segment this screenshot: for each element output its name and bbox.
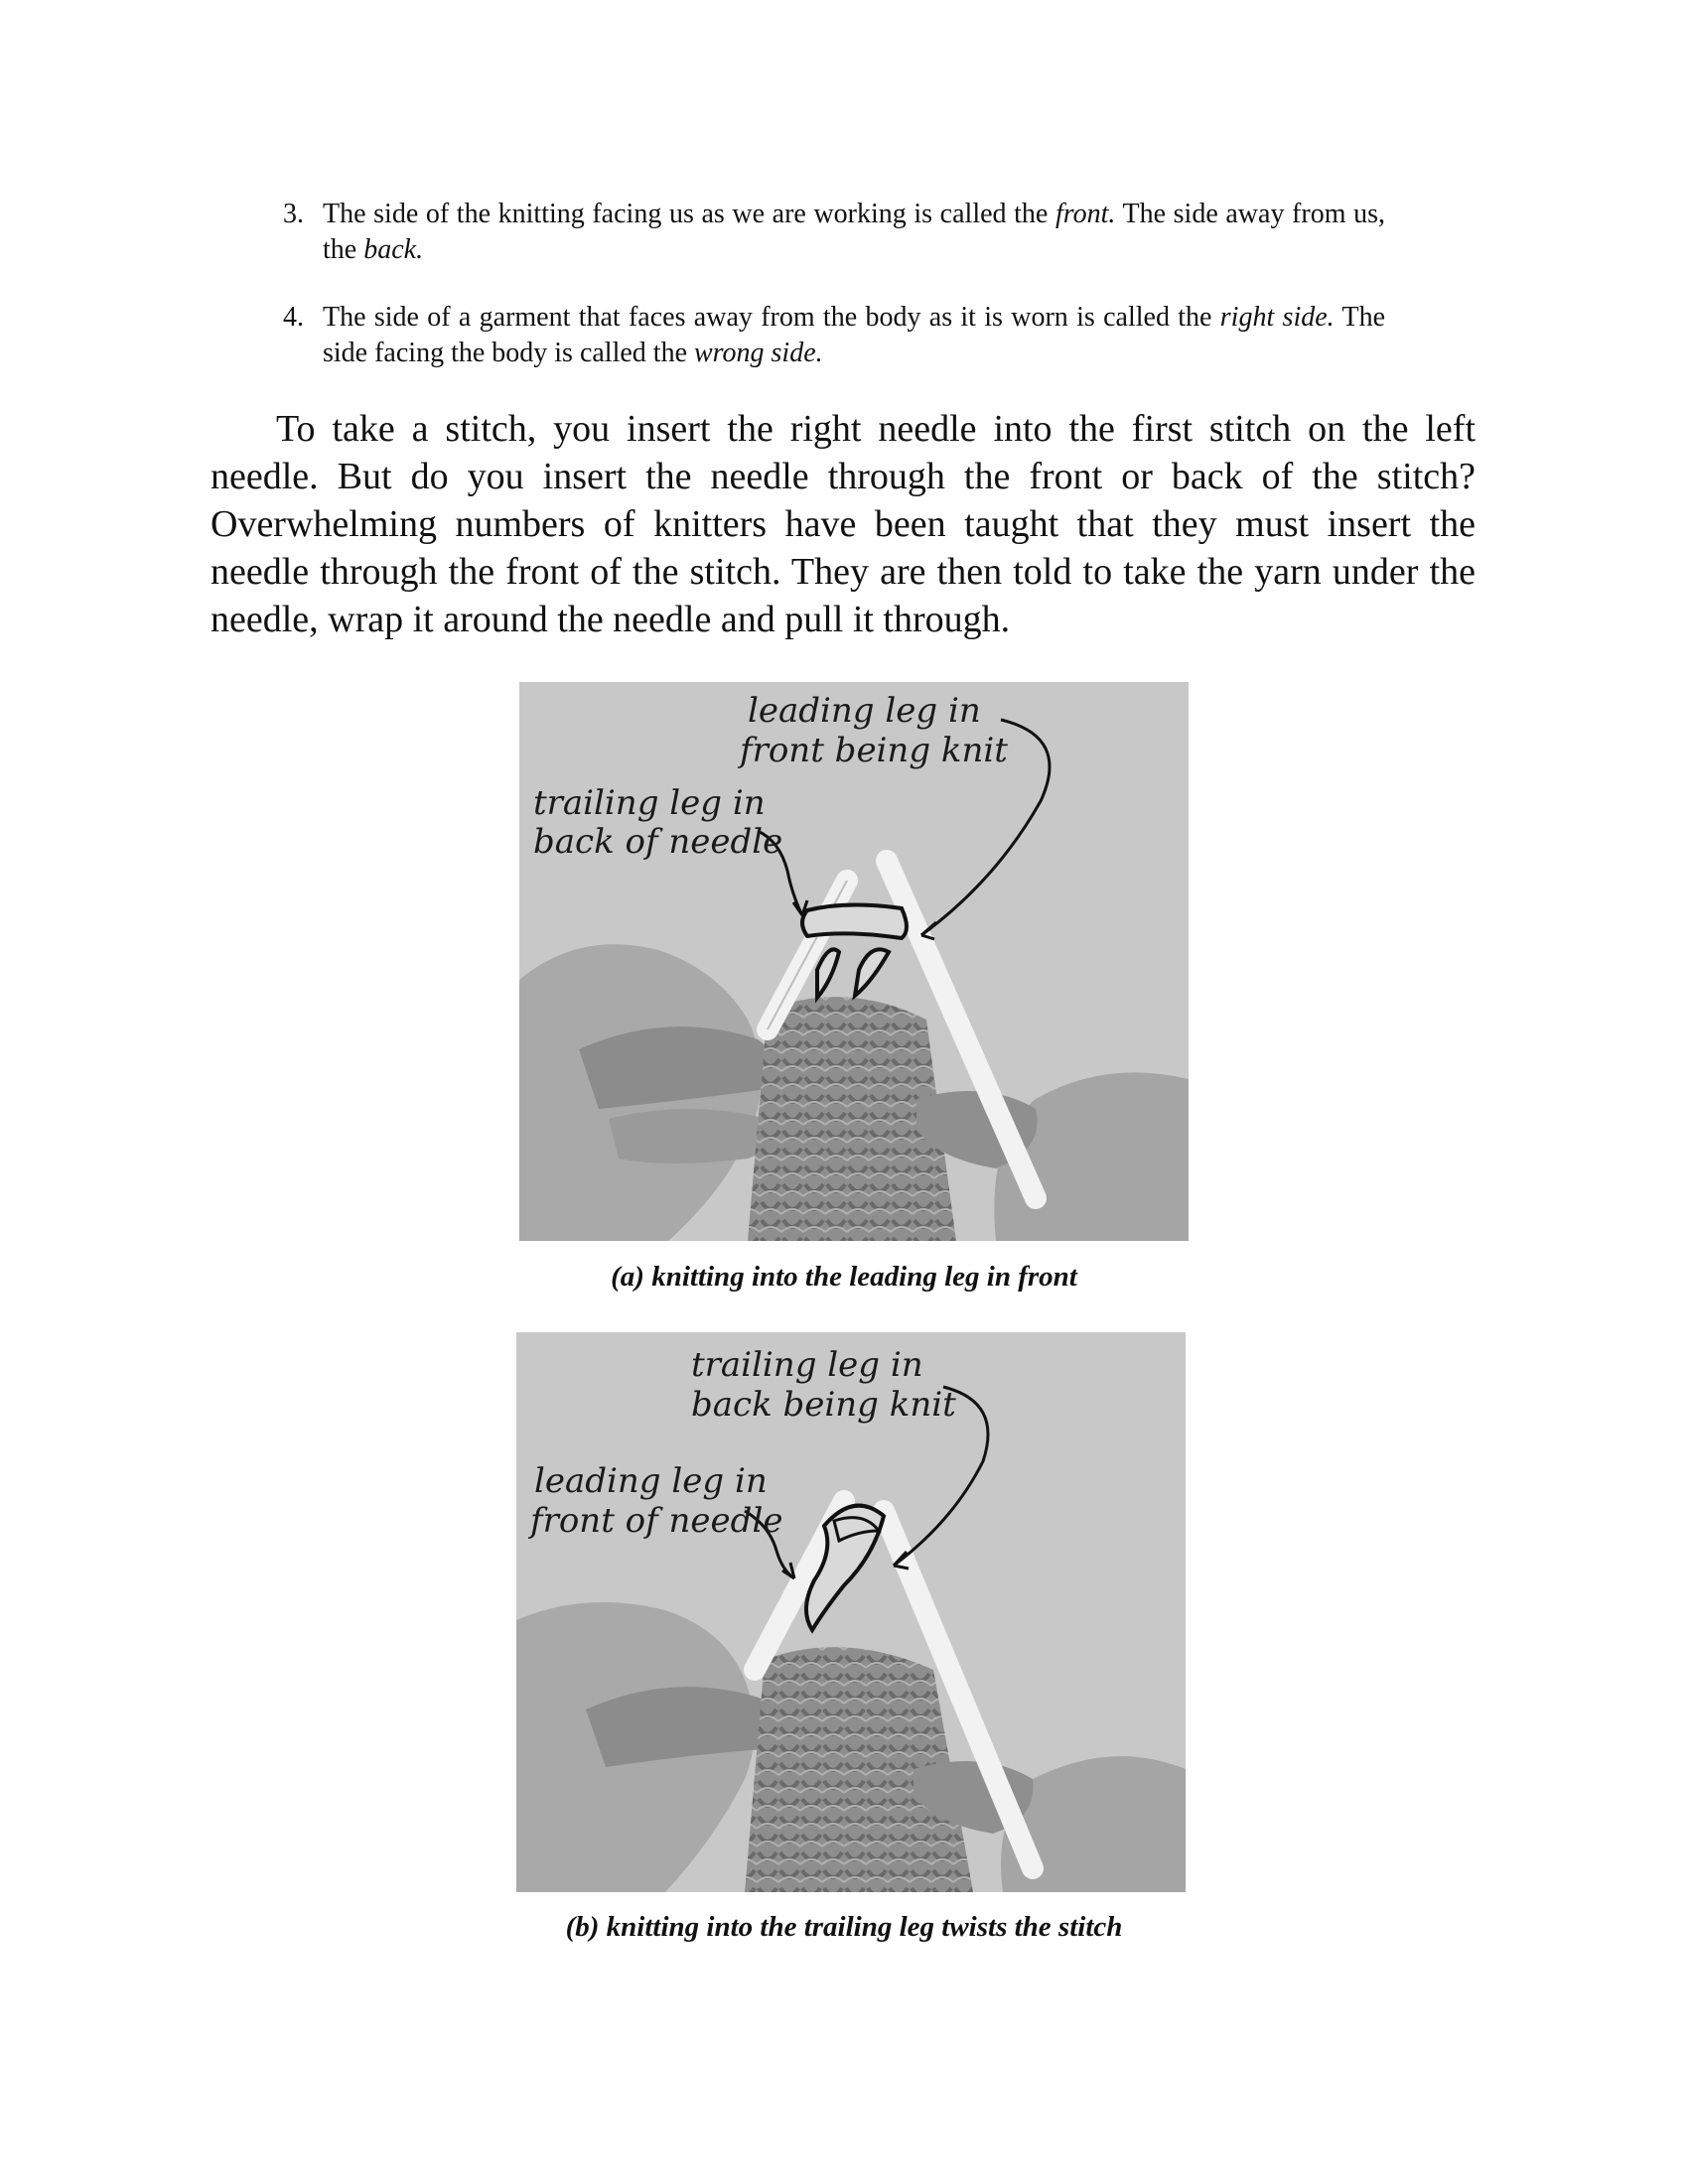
knitting-photo-b bbox=[516, 1332, 1186, 1892]
list-item-4 bbox=[283, 300, 1385, 371]
label-top-line-2: back being knit bbox=[691, 1385, 956, 1425]
list-number: 4. bbox=[283, 302, 304, 333]
label-top-line-2: front being knit bbox=[740, 731, 1008, 770]
figure-caption-a: (a) knitting into the leading leg in front bbox=[611, 1261, 1077, 1293]
list-number: 3. bbox=[283, 199, 304, 229]
label-left-line-2: back of needle bbox=[533, 822, 783, 862]
list-item-3 bbox=[283, 197, 1385, 268]
list-text-part: The side of the knitting facing us as we are working is called the bbox=[323, 199, 1055, 229]
body-paragraph: To take a stitch, you insert the right needle into the first stitch on the left needle. But do you insert the needle through the front or back of the stitch? Overwhelming numbers of knitters have been taught that they must insert the needle through the front of the stitch. They are then told to take the yarn under the needle, wrap it around the needle and pull it through. bbox=[211, 408, 1476, 640]
emphasis: back. bbox=[363, 234, 424, 265]
label-left-line-1: leading leg in bbox=[534, 1461, 768, 1501]
list-text-part: The side of a garment that faces away from the body as it is worn is called the bbox=[323, 302, 1220, 333]
knitting-photo-a bbox=[519, 682, 1189, 1241]
list-text bbox=[323, 197, 1385, 268]
label-top-line-1: trailing leg in bbox=[691, 1345, 923, 1385]
label-top-line-1: leading leg in bbox=[748, 691, 981, 731]
emphasis: wrong side. bbox=[694, 338, 823, 368]
label-left-line-1: trailing leg in bbox=[533, 783, 766, 823]
list-text-part: The side away from us, the bbox=[323, 199, 1385, 265]
figure-caption-b: (b) knitting into the trailing leg twists the stitch bbox=[565, 1911, 1123, 1943]
list-text-part: The side facing the body is called the bbox=[323, 302, 1385, 368]
emphasis: front. bbox=[1055, 199, 1116, 229]
label-left-line-2: front of needle bbox=[530, 1501, 783, 1541]
list-text bbox=[323, 300, 1385, 371]
emphasis: right side. bbox=[1219, 302, 1335, 333]
